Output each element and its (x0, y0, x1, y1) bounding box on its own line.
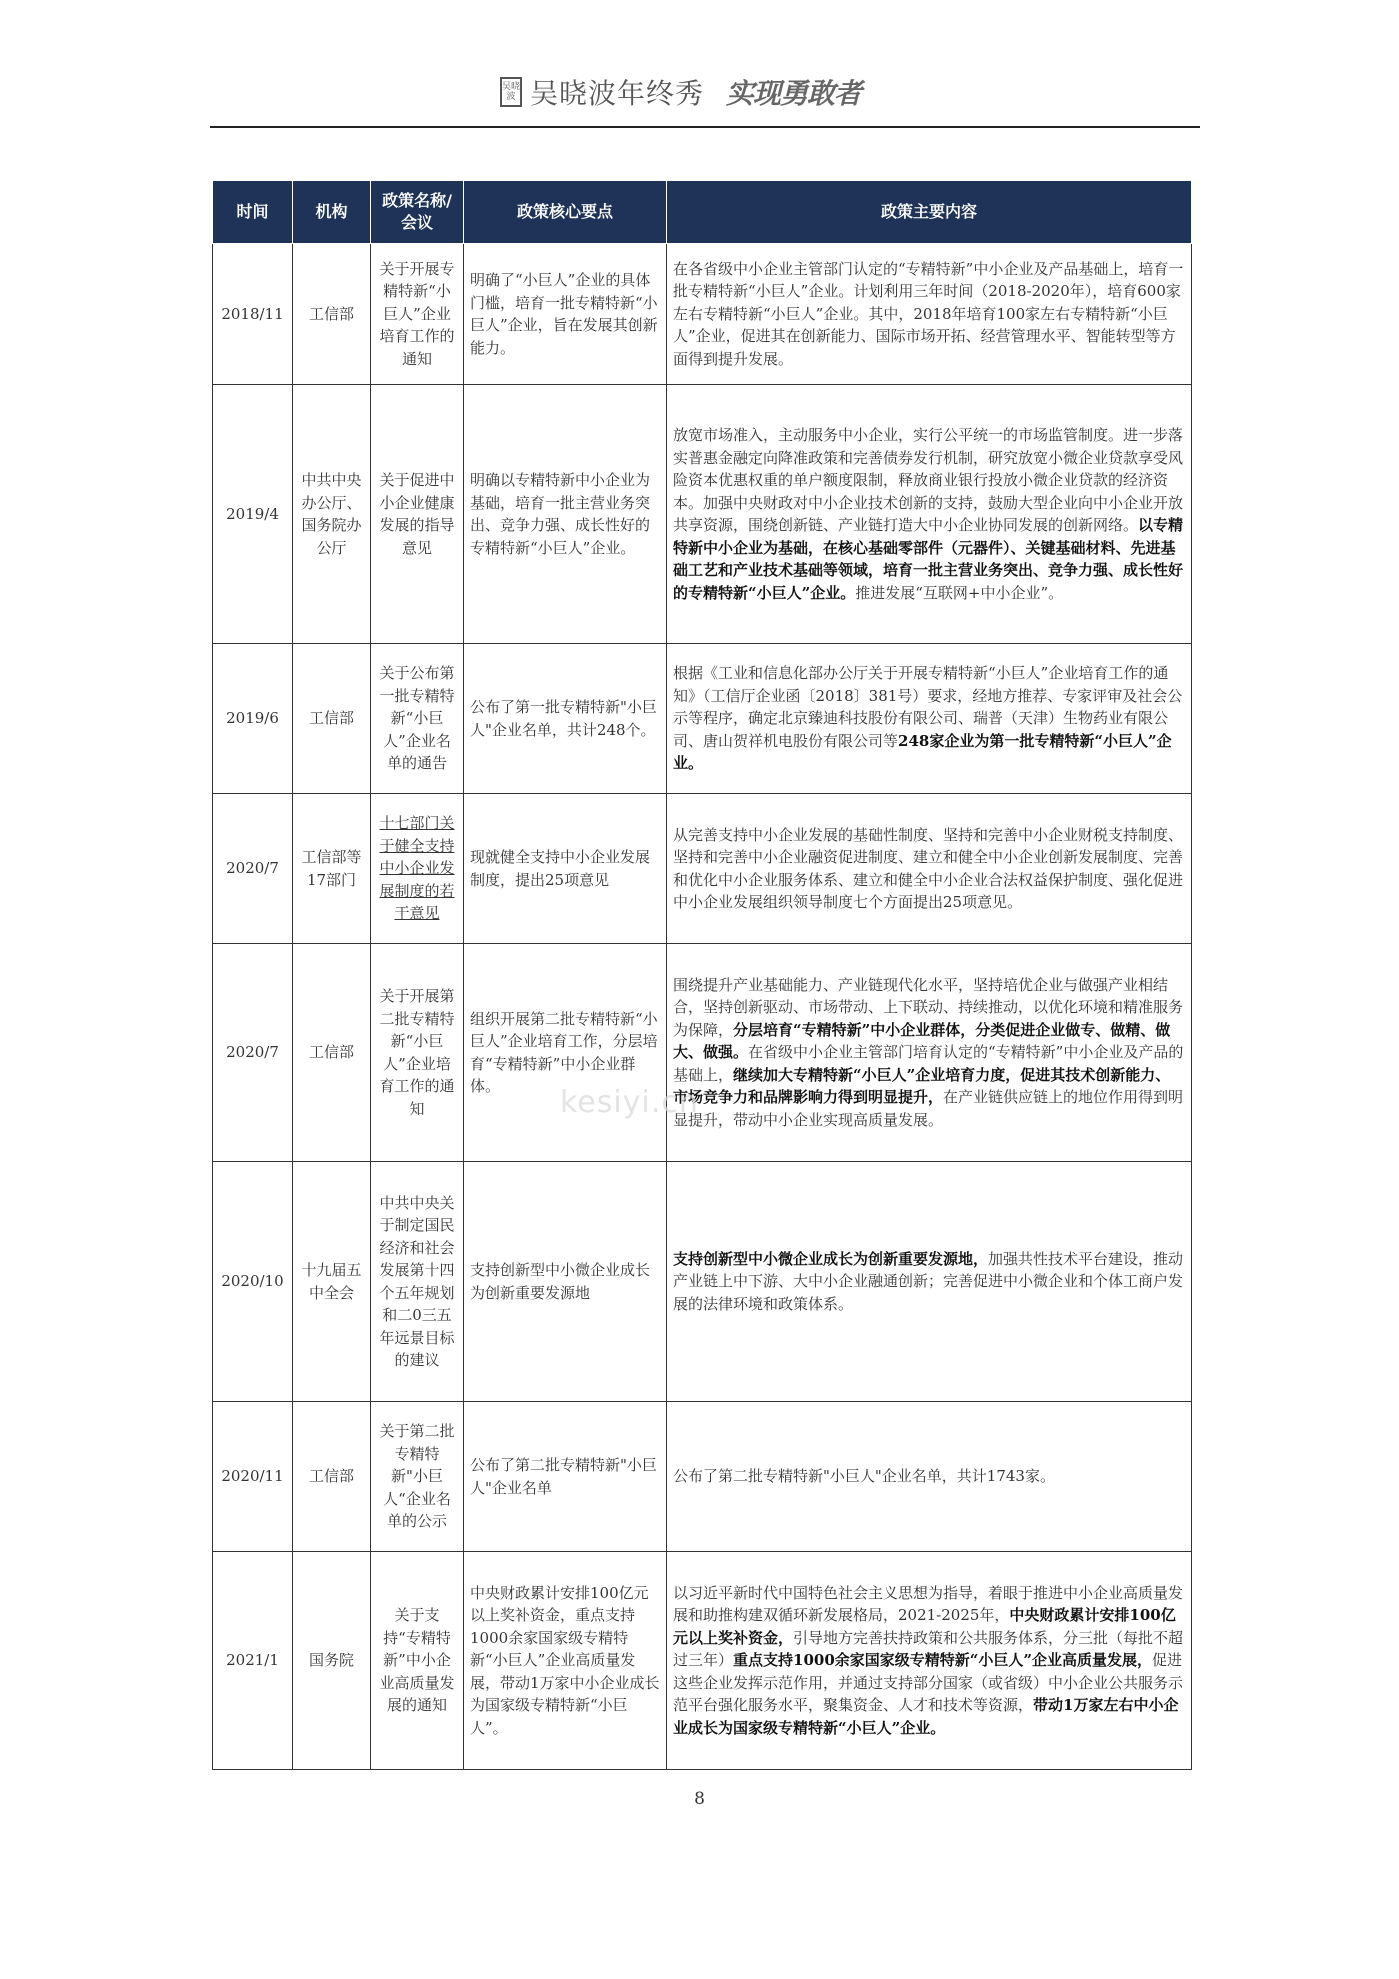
content-bold-segment: 分层培育“专精特新”中小企业群体，分类促进企业做专、做精、做大、做强。 (673, 1020, 1171, 1062)
cell-org: 工信部等17部门 (293, 794, 371, 944)
cell-main-content (667, 944, 1192, 1162)
table-body (213, 244, 1192, 1770)
cell-time: 2020/7 (213, 794, 293, 944)
cell-org: 中共中央办公厅、国务院办公厅 (293, 385, 371, 644)
cell-main-content (667, 1552, 1192, 1770)
cell-key-points: 中央财政累计安排100亿元以上奖补资金，重点支持1000余家国家级专精特新“小巨人”企业高质量发展，带动1万家中小企业成长为国家级专精特新“小巨人”。 (464, 1552, 667, 1770)
content-bold-segment: 带动1万家左右中小企业成长为国家级专精特新“小巨人”企业。 (673, 1696, 1179, 1737)
column-header-main-content: 政策主要内容 (667, 181, 1192, 244)
content-segment: 在各省级中小企业主管部门认定的“专精特新”中小企业及产品基础上，培育一批专精特新“小巨人”企业。计划利用三年时间（2018-2020年），培育600家左右专精特新“小巨人”企业。其中，2018年培育100家左右专精特新“小巨人”企业，促进其在创新能力、国际市场开拓、经营管理水平、智能转型等方面得到提升发展。 (673, 259, 1184, 368)
cell-time: 2018/11 (213, 244, 293, 385)
cell-policy-name: 中共中央关于制定国民经济和社会发展第十四个五年规划和二0三五年远景目标的建议 (371, 1162, 464, 1402)
cell-policy-name: 关于开展第二批专精特新“小巨人”企业培育工作的通知 (371, 944, 464, 1162)
content-segment: 根据《工业和信息化部办公厅关于开展专精特新“小巨人”企业培育工作的通知》（工信厅企业函〔2018〕381号）要求，经地方推荐、专家评审及社会公示等程序，确定北京臻迪科技股份有限公司、瑞普（天津）生物药业有限公司、唐山贺祥机电股份有限公司等 (673, 664, 1183, 750)
table-row (213, 1402, 1192, 1552)
policy-table (212, 180, 1192, 1770)
content-segment: 引导地方完善扶持政策和公共服务体系，分三批（每批不超过三年） (673, 1628, 1184, 1670)
cell-time: 2019/4 (213, 385, 293, 644)
watermark-text: kesiyi.cn (560, 1085, 699, 1120)
header-brand (500, 72, 861, 112)
table-row (213, 1552, 1192, 1770)
cell-time: 2019/6 (213, 644, 293, 794)
cell-org: 工信部 (293, 944, 371, 1162)
cell-main-content (667, 794, 1192, 944)
content-segment: 放宽市场准入，主动服务中小企业，实行公平统一的市场监管制度。进一步落实普惠金融定向降准政策和完善债券发行机制，研究放宽小微企业贷款享受风险资本优惠权重的单户额度限制，释放商业银行投放小微企业贷款的经济资本。加强中央财政对中小企业技术创新的支持，鼓励大型企业向中小企业开放共享资源，围绕创新链、产业链打造大中小企业协同发展的创新网络。 (673, 426, 1184, 534)
content-segment: 在产业链供应链上的地位作用得到明显提升，带动中小企业实现高质量发展。 (673, 1088, 1184, 1129)
content-segment: 促进这些企业发挥示范作用，并通过支持部分国家（或省级）中小企业公共服务示范平台强化服务水平，聚集资金、人才和技术等资源， (673, 1651, 1184, 1715)
cell-key-points: 公布了第一批专精特新"小巨人"企业名单，共计248个。 (464, 644, 667, 794)
cell-policy-name: 十七部门关于健全支持中小企业发展制度的若干意见 (371, 794, 464, 944)
cell-org: 工信部 (293, 1402, 371, 1552)
table-row (213, 794, 1192, 944)
cell-main-content (667, 385, 1192, 644)
cell-key-points: 支持创新型中小微企业成长为创新重要发源地 (464, 1162, 667, 1402)
table-row (213, 385, 1192, 644)
content-segment: 以习近平新时代中国特色社会主义思想为指导，着眼于推进中小企业高质量发展和助推构建双循环新发展格局，2021-2025年， (673, 1583, 1184, 1625)
column-header-org: 机构 (293, 181, 371, 244)
header-slogan-logo: 实现勇敢者 (726, 77, 862, 110)
page-number: 8 (694, 1789, 705, 1809)
cell-org: 国务院 (293, 1552, 371, 1770)
cell-key-points: 明确了“小巨人”企业的具体门槛，培育一批专精特新“小巨人”企业，旨在发展其创新能力。 (464, 244, 667, 385)
brand-seal-logo: 吴晓 波 (500, 77, 522, 107)
cell-time: 2021/1 (213, 1552, 293, 1770)
content-segment: 公布了第二批专精特新"小巨人"企业名单，共计1743家。 (673, 1467, 1055, 1486)
content-bold-segment: 重点支持1000余家国家级专精特新“小巨人”企业高质量发展， (733, 1651, 1153, 1670)
cell-org: 十九届五中全会 (293, 1162, 371, 1402)
table-row (213, 1162, 1192, 1402)
cell-main-content (667, 1402, 1192, 1552)
header-title: 吴晓波年终秀 (530, 77, 705, 110)
table-header-row (213, 181, 1192, 244)
content-segment: 加强共性技术平台建设，推动产业链上中下游、大中小企业融通创新；完善促进中小微企业和个体工商户发展的法律环境和政策体系。 (673, 1249, 1184, 1313)
content-bold-segment: 以专精特新中小企业为基础，在核心基础零部件（元器件）、关键基础材料、先进基础工艺和产业技术基础等领域，培育一批主营业务突出、竞争力强、成长性好的专精特新“小巨人”企业。 (673, 516, 1184, 602)
content-segment: 在省级中小企业主管部门培育认定的“专精特新”中小企业及产品的基础上， (673, 1043, 1184, 1084)
cell-key-points: 明确以专精特新中小企业为基础，培育一批主营业务突出、竞争力强、成长性好的专精特新“小巨人”企业。 (464, 385, 667, 644)
content-segment: 围绕提升产业基础能力、产业链现代化水平，坚持培优企业与做强产业相结合，坚持创新驱动、市场带动、上下联动、持续推动，以优化环境和精准服务为保障， (673, 975, 1184, 1039)
table-row (213, 644, 1192, 794)
content-bold-segment: 继续加大专精特新“小巨人”企业培育力度，促进其技术创新能力、市场竞争力和品牌影响力得到明显提升， (673, 1065, 1171, 1107)
cell-policy-name: 关于支持“专精特新”中小企业高质量发展的通知 (371, 1552, 464, 1770)
page-header (210, 62, 1200, 128)
table-row (213, 944, 1192, 1162)
cell-main-content (667, 644, 1192, 794)
cell-time: 2020/7 (213, 944, 293, 1162)
cell-time: 2020/11 (213, 1402, 293, 1552)
column-header-time: 时间 (213, 181, 293, 244)
cell-key-points: 组织开展第二批专精特新“小巨人”企业培育工作，分层培育“专精特新”中小企业群体。 (464, 944, 667, 1162)
column-header-policy-name: 政策名称/会议 (371, 181, 464, 244)
cell-key-points: 现就健全支持中小企业发展制度，提出25项意见 (464, 794, 667, 944)
column-header-key-points: 政策核心要点 (464, 181, 667, 244)
cell-policy-name: 关于第二批专精特新"小巨人“企业名单的公示 (371, 1402, 464, 1552)
cell-org: 工信部 (293, 244, 371, 385)
content-bold-segment: 中央财政累计安排100亿元以上奖补资金， (673, 1606, 1176, 1647)
cell-org: 工信部 (293, 644, 371, 794)
content-bold-segment: 248家企业为第一批专精特新“小巨人”企业。 (673, 731, 1172, 773)
cell-main-content (667, 1162, 1192, 1402)
cell-policy-name: 关于公布第一批专精特新“小巨人”企业名单的通告 (371, 644, 464, 794)
cell-time: 2020/10 (213, 1162, 293, 1402)
cell-policy-name: 关于开展专精特新“小巨人”企业培育工作的通知 (371, 244, 464, 385)
content-segment: 推进发展“互联网+中小企业”。 (855, 583, 1064, 602)
cell-policy-name: 关于促进中小企业健康发展的指导意见 (371, 385, 464, 644)
cell-main-content (667, 244, 1192, 385)
cell-key-points: 公布了第二批专精特新"小巨人"企业名单 (464, 1402, 667, 1552)
content-bold-segment: 支持创新型中小微企业成长为创新重要发源地， (673, 1249, 989, 1268)
table-row (213, 244, 1192, 385)
content-segment: 从完善支持中小企业发展的基础性制度、坚持和完善中小企业财税支持制度、坚持和完善中小企业融资促进制度、建立和健全中小企业创新发展制度、完善和优化中小企业服务体系、建立和健全中小企业合法权益保护制度、强化促进中小企业发展组织领导制度七个方面提出25项意见。 (673, 825, 1184, 911)
